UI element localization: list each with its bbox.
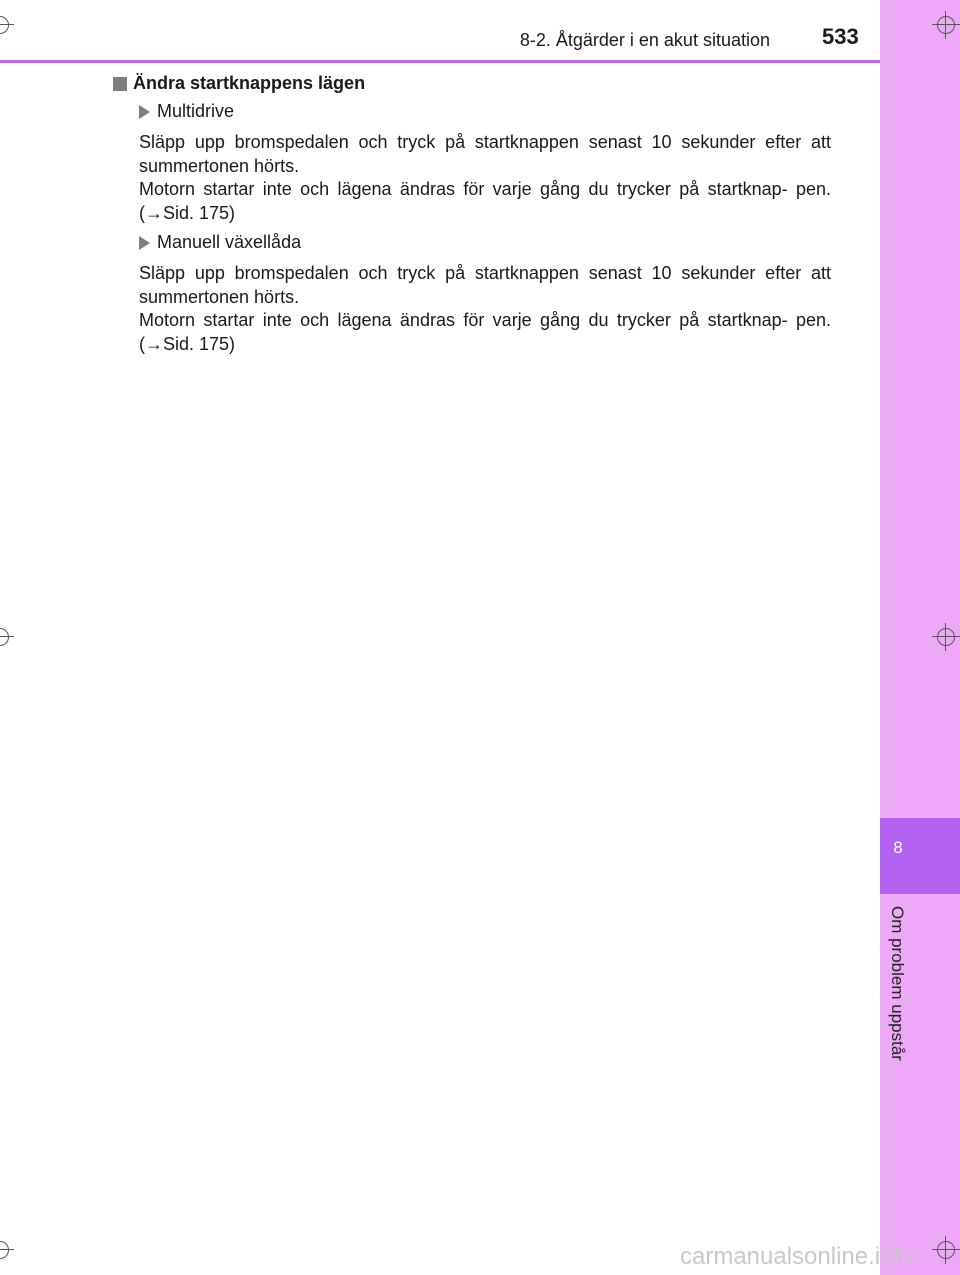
square-bullet-icon (113, 77, 127, 91)
subsection-title: Multidrive (157, 101, 235, 121)
section-title: 8-2. Åtgärder i en akut situation (519, 30, 770, 50)
paragraph-line: Släpp upp bromspedalen och tryck på startknappen senast 10 sekunder efter att summertonen hörts. (139, 132, 831, 176)
chapter-number: 8 (893, 838, 903, 857)
section-heading (113, 73, 365, 94)
header-rule (0, 60, 880, 63)
crop-mark-icon (0, 11, 14, 39)
paragraph-manual (139, 262, 831, 356)
section-heading-text: Ändra startknappens lägen (133, 73, 366, 93)
paragraph-line: Släpp upp bromspedalen och tryck på startknappen senast 10 sekunder efter att summertonen hörts. (139, 263, 831, 307)
subsection-manual (139, 232, 301, 253)
crop-mark-icon (0, 1236, 14, 1264)
chapter-title: Om problem uppstår (888, 906, 907, 1061)
crop-mark-icon (932, 1236, 960, 1264)
page-number: 533 (822, 24, 859, 49)
crop-mark-icon (932, 11, 960, 39)
subsection-multidrive (139, 101, 234, 122)
triangle-bullet-icon (139, 105, 150, 119)
paragraph-line: Motorn startar inte och lägena ändras för varje gång du trycker på startknap- pen. (→Sid. 175) (139, 179, 831, 223)
paragraph-multidrive (139, 131, 831, 225)
triangle-bullet-icon (139, 236, 150, 250)
paragraph-line: Motorn startar inte och lägena ändras för varje gång du trycker på startknap- pen. (→Sid. 175) (139, 310, 831, 354)
crop-mark-icon (0, 623, 14, 651)
watermark: carmanualsonline.info (680, 1243, 914, 1270)
subsection-title: Manuell växellåda (157, 232, 302, 252)
crop-mark-icon (932, 623, 960, 651)
